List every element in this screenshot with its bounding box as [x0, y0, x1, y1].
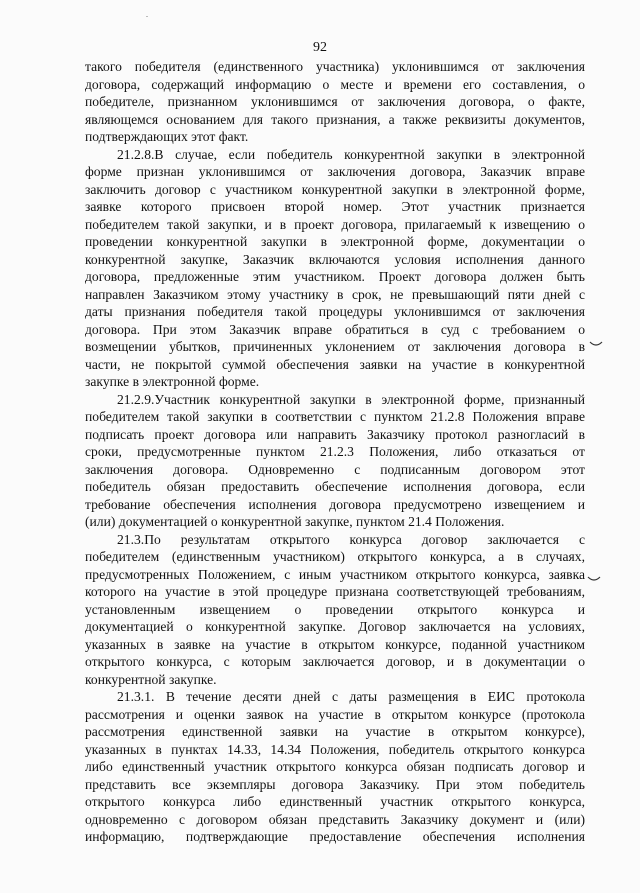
page-number: 92 [313, 40, 327, 55]
text-line: закупке в электронной форме. [85, 374, 260, 389]
text-line: 21.2.8.В случае, если победитель конкурентной закупки в электронной [117, 146, 585, 162]
text-line: возмещении убытков, причиненных уклонением от заключения договора в [85, 339, 585, 354]
text-line: рассмотрения единственной заявки на участие в открытом конкурсе), [85, 724, 585, 739]
text-line: конкурентной закупке. [85, 671, 217, 687]
text-line: заключения договора. Одновременно с подписанным договором этот [85, 461, 585, 477]
margin-mark [587, 575, 601, 583]
text-line: заключить договор с участником конкурентной закупки в электронной форме, [85, 181, 585, 197]
text-line: подтверждающих этот факт. [85, 129, 249, 144]
text-line: либо единственный участник открытого конкурса обязан подписать договор и [85, 759, 585, 774]
text-line: победителем (единственным участником) открытого конкурса, а в случаях, [85, 549, 585, 564]
text-line: форме признан уклонившимся от заключения договора, Заказчик вправе [85, 164, 585, 179]
text-line: рассмотрения и оценки заявок на участие в открытом конкурсе (протокола [85, 706, 585, 722]
text-line: информацию, подтверждающие предоставление обеспечения исполнения [85, 829, 585, 844]
text-line: проведении конкурентной закупки в электронной форме, документации о [85, 234, 585, 249]
text-line: победителем такой закупки, и в проект договора, прилагаемый к извещению о [85, 216, 585, 232]
text-line: части, не покрытой суммой обеспечения заявки на участие в конкурентной [85, 356, 585, 372]
text-line: одновременно с договором обязан представить Заказчику документ и (или) [85, 811, 585, 827]
text-line: 21.3.По результатам открытого конкурса договор заключается с [117, 531, 585, 547]
text-line: договора, содержащий информацию о месте и времени его составления, о [85, 76, 585, 92]
text-line: такого победителя (единственного участника) уклонившимся от заключения [85, 59, 585, 74]
text-line: 21.2.9.Участник конкурентной закупки в электронной форме, признанный [117, 391, 585, 407]
text-line: предусмотренных Положением, с иным участником открытого конкурса, заявка [85, 566, 585, 582]
text-line: 21.3.1. В течение десяти дней с даты размещения в ЕИС протокола [117, 689, 585, 704]
text-line: победителе, признанном уклонившимся от заключения договора, о факте, [85, 94, 585, 109]
text-line: являющемся основанием для такого признания, а также реквизиты документов, [85, 111, 585, 127]
text-line: открытого конкурса либо единственный участник открытого конкурса, [85, 794, 585, 809]
text-line: указанных в пунктах 14.33, 14.34 Положения, победитель открытого конкурса [85, 741, 585, 757]
text-line: документацией о конкурентной закупке. Договор заключается на условиях, [85, 619, 585, 634]
margin-mark [589, 340, 603, 348]
text-line: заявке которого присвоен второй номер. Этот участник признается [85, 199, 585, 214]
text-line: сроки, предусмотренные пунктом 21.2.3 Положения, либо отказаться от [85, 444, 585, 459]
text-line: открытого конкурса, с которым заключается договор, и в документации о [85, 654, 585, 669]
text-line: договора. При этом Заказчик вправе обратиться в суд с требованием о [85, 321, 585, 337]
body-text [85, 58, 585, 846]
text-line: подписать проект договора или направить Заказчику протокол разногласий в [85, 426, 585, 442]
scan-speck [146, 16, 148, 17]
text-line: которого на участие в этой процедуре признана соответствующей требованиям, [85, 584, 585, 599]
text-line: представить все экземпляры договора Заказчику. При этом победитель [85, 776, 585, 792]
text-line: конкурентной закупке, Заказчик включаются условия исполнения данного [85, 251, 585, 267]
text-line: указанных в заявке на участие в открытом конкурсе, поданной участником [85, 636, 585, 652]
text-line: даты признания победителя такой процедуры уклонившимся от заключения [85, 304, 585, 319]
text-line: требование обеспечения исполнения договора предусмотрено извещением и [85, 496, 585, 512]
text-line: установленным извещением о проведении открытого конкурса и [85, 601, 585, 617]
text-line: договора, предложенные этим участником. Проект договора должен быть [85, 269, 585, 284]
text-line: направлен Заказчиком этому участнику в срок, не превышающий пяти дней с [85, 286, 585, 302]
text-line: победитель обязан предоставить обеспечение исполнения договора, если [85, 479, 585, 494]
text-line: (или) документацией о конкурентной закупке, пунктом 21.4 Положения. [85, 514, 505, 529]
text-line: победителем такой закупки в соответствии с пунктом 21.2.8 Положения вправе [85, 409, 585, 424]
